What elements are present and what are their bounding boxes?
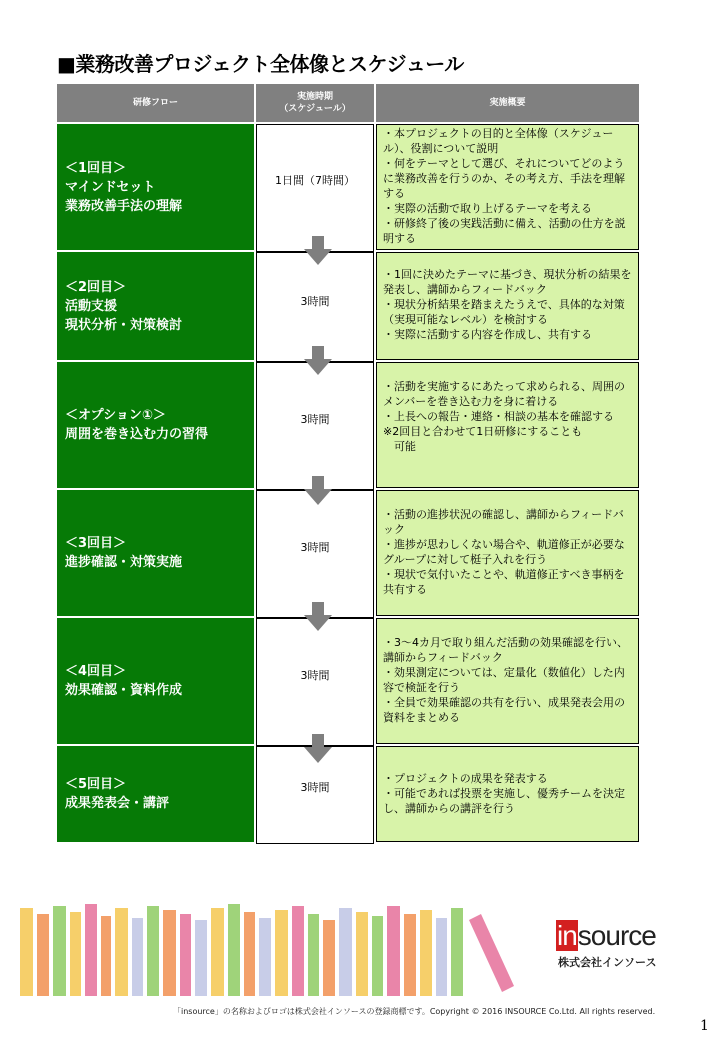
stage-2 — [57, 252, 254, 360]
stage-3 — [57, 490, 254, 616]
content-line: ・効果測定については、定量化（数値化）した内容で検証を行う — [383, 666, 625, 694]
content-line: ・活動を実施するにあたって求められる、周囲のメンバーを巻き込む力を身に着ける — [383, 380, 625, 408]
stage-5-time: 3時間 — [256, 746, 374, 844]
header-time — [256, 84, 374, 122]
header-content-label: 実施概要 — [489, 98, 526, 108]
stage-label-line: 活動支援 — [65, 298, 118, 314]
insource-logo — [556, 920, 686, 980]
stage-label-line: ＜オプション①＞ — [65, 408, 166, 423]
header-time-sublabel: （スケジュール） — [279, 104, 351, 114]
stage-option-1-content — [376, 362, 639, 488]
stage-4 — [57, 618, 254, 744]
content-line: ・本プロジェクトの目的と全体像（スケジュール）、役割について説明 — [383, 127, 614, 155]
content-line: ・プロジェクトの成果を発表する — [383, 772, 548, 785]
stage-2-time: 3時間 — [256, 252, 374, 362]
content-line: ・上長への報告・連絡・相談の基本を確認する — [383, 410, 614, 423]
content-line: ・進捗が思わしくない場合や、軌道修正が必要なグループに対して梃子入れを行う — [383, 538, 625, 566]
stage-label-line: 現状分析・対策検討 — [65, 317, 183, 333]
page-number: 1 — [700, 1018, 709, 1034]
stage-label-line: ＜1回目＞ — [65, 160, 127, 176]
content-line: ・3～4カ月で取り組んだ活動の効果確認を行い、講師からフィードバック — [383, 636, 628, 664]
content-line: ・1回に決めたテーマに基づき、現状分析の結果を発表し、講師からフィードバック — [383, 268, 632, 296]
content-line: ・実際の活動で取り上げるテーマを考える — [383, 202, 592, 215]
stage-option-1 — [57, 362, 254, 488]
page-title: ■業務改善プロジェクト全体像とスケジュール — [57, 52, 464, 76]
decorative-book-bars — [14, 900, 524, 1000]
content-line: ・全員で効果確認の共有を行い、成果発表会用の資料をまとめる — [383, 696, 625, 724]
down-arrow-icon — [303, 236, 333, 266]
stage-5-content — [376, 746, 639, 842]
stage-label-line: 成果発表会・講評 — [65, 796, 170, 811]
down-arrow-icon — [303, 602, 333, 632]
down-arrow-icon — [303, 734, 333, 764]
content-line: ・研修終了後の実践活動に備え、活動の仕方を説明する — [383, 217, 626, 245]
content-line: ・現状分析結果を踏まえたうえで、具体的な対策（実現可能なレベル）を検討する — [383, 298, 625, 326]
content-line: 可能 — [383, 440, 416, 453]
content-line: ・実際に活動する内容を作成し、共有する — [383, 328, 592, 341]
stage-label-line: 周囲を巻き込む力の習得 — [65, 427, 209, 442]
stage-label-line: マインドセット — [65, 179, 156, 195]
logo-company-name: 株式会社インソース — [558, 956, 657, 969]
header-content — [376, 84, 639, 122]
content-line: ・何をテーマとして選び、それについてどのように業務改善を行うのか、その考え方、手法を理解する — [383, 157, 625, 200]
stage-2-content — [376, 252, 639, 360]
stage-label-line: ＜3回目＞ — [65, 536, 127, 551]
down-arrow-icon — [303, 346, 333, 376]
stage-4-content — [376, 618, 639, 744]
copyright-footer: 「insource」の名称およびロゴは株式会社インソースの登録商標です。Copyright © 2016 INSOURCE Co.Ltd. All rights reserved. — [173, 1007, 656, 1016]
stage-option-1-time: 3時間 — [256, 362, 374, 490]
stage-label-line: ＜4回目＞ — [65, 664, 127, 679]
stage-4-time: 3時間 — [256, 618, 374, 746]
stage-3-time: 3時間 — [256, 490, 374, 618]
stage-1-content — [376, 124, 639, 250]
stage-3-content — [376, 490, 639, 616]
stage-1-time: 1日間（7時間） — [256, 124, 374, 252]
stage-label-line: 効果確認・資料作成 — [65, 683, 183, 698]
content-line: ※2回目と合わせて1日研修にすることも — [383, 425, 583, 438]
stage-5 — [57, 746, 254, 842]
stage-label-line: 業務改善手法の理解 — [65, 198, 183, 214]
content-line: ・可能であれば投票を実施し、優秀チームを決定し、講師からの講評を行う — [383, 787, 625, 815]
stage-label-line: ＜5回目＞ — [65, 777, 127, 792]
header-time-label: 実施時期 — [296, 92, 333, 102]
header-flow — [57, 84, 254, 122]
stage-1 — [57, 124, 254, 250]
down-arrow-icon — [303, 476, 333, 506]
stage-label-line: ＜2回目＞ — [65, 279, 127, 295]
content-line: ・活動の進捗状況の確認し、講師からフィードバック — [383, 508, 624, 536]
logo-wordmark: insource — [557, 920, 656, 951]
content-line: ・現状で気付いたことや、軌道修正すべき事柄を共有する — [383, 568, 625, 596]
stage-label-line: 進捗確認・対策実施 — [65, 555, 183, 570]
header-flow-label: 研修フロー — [132, 98, 178, 108]
